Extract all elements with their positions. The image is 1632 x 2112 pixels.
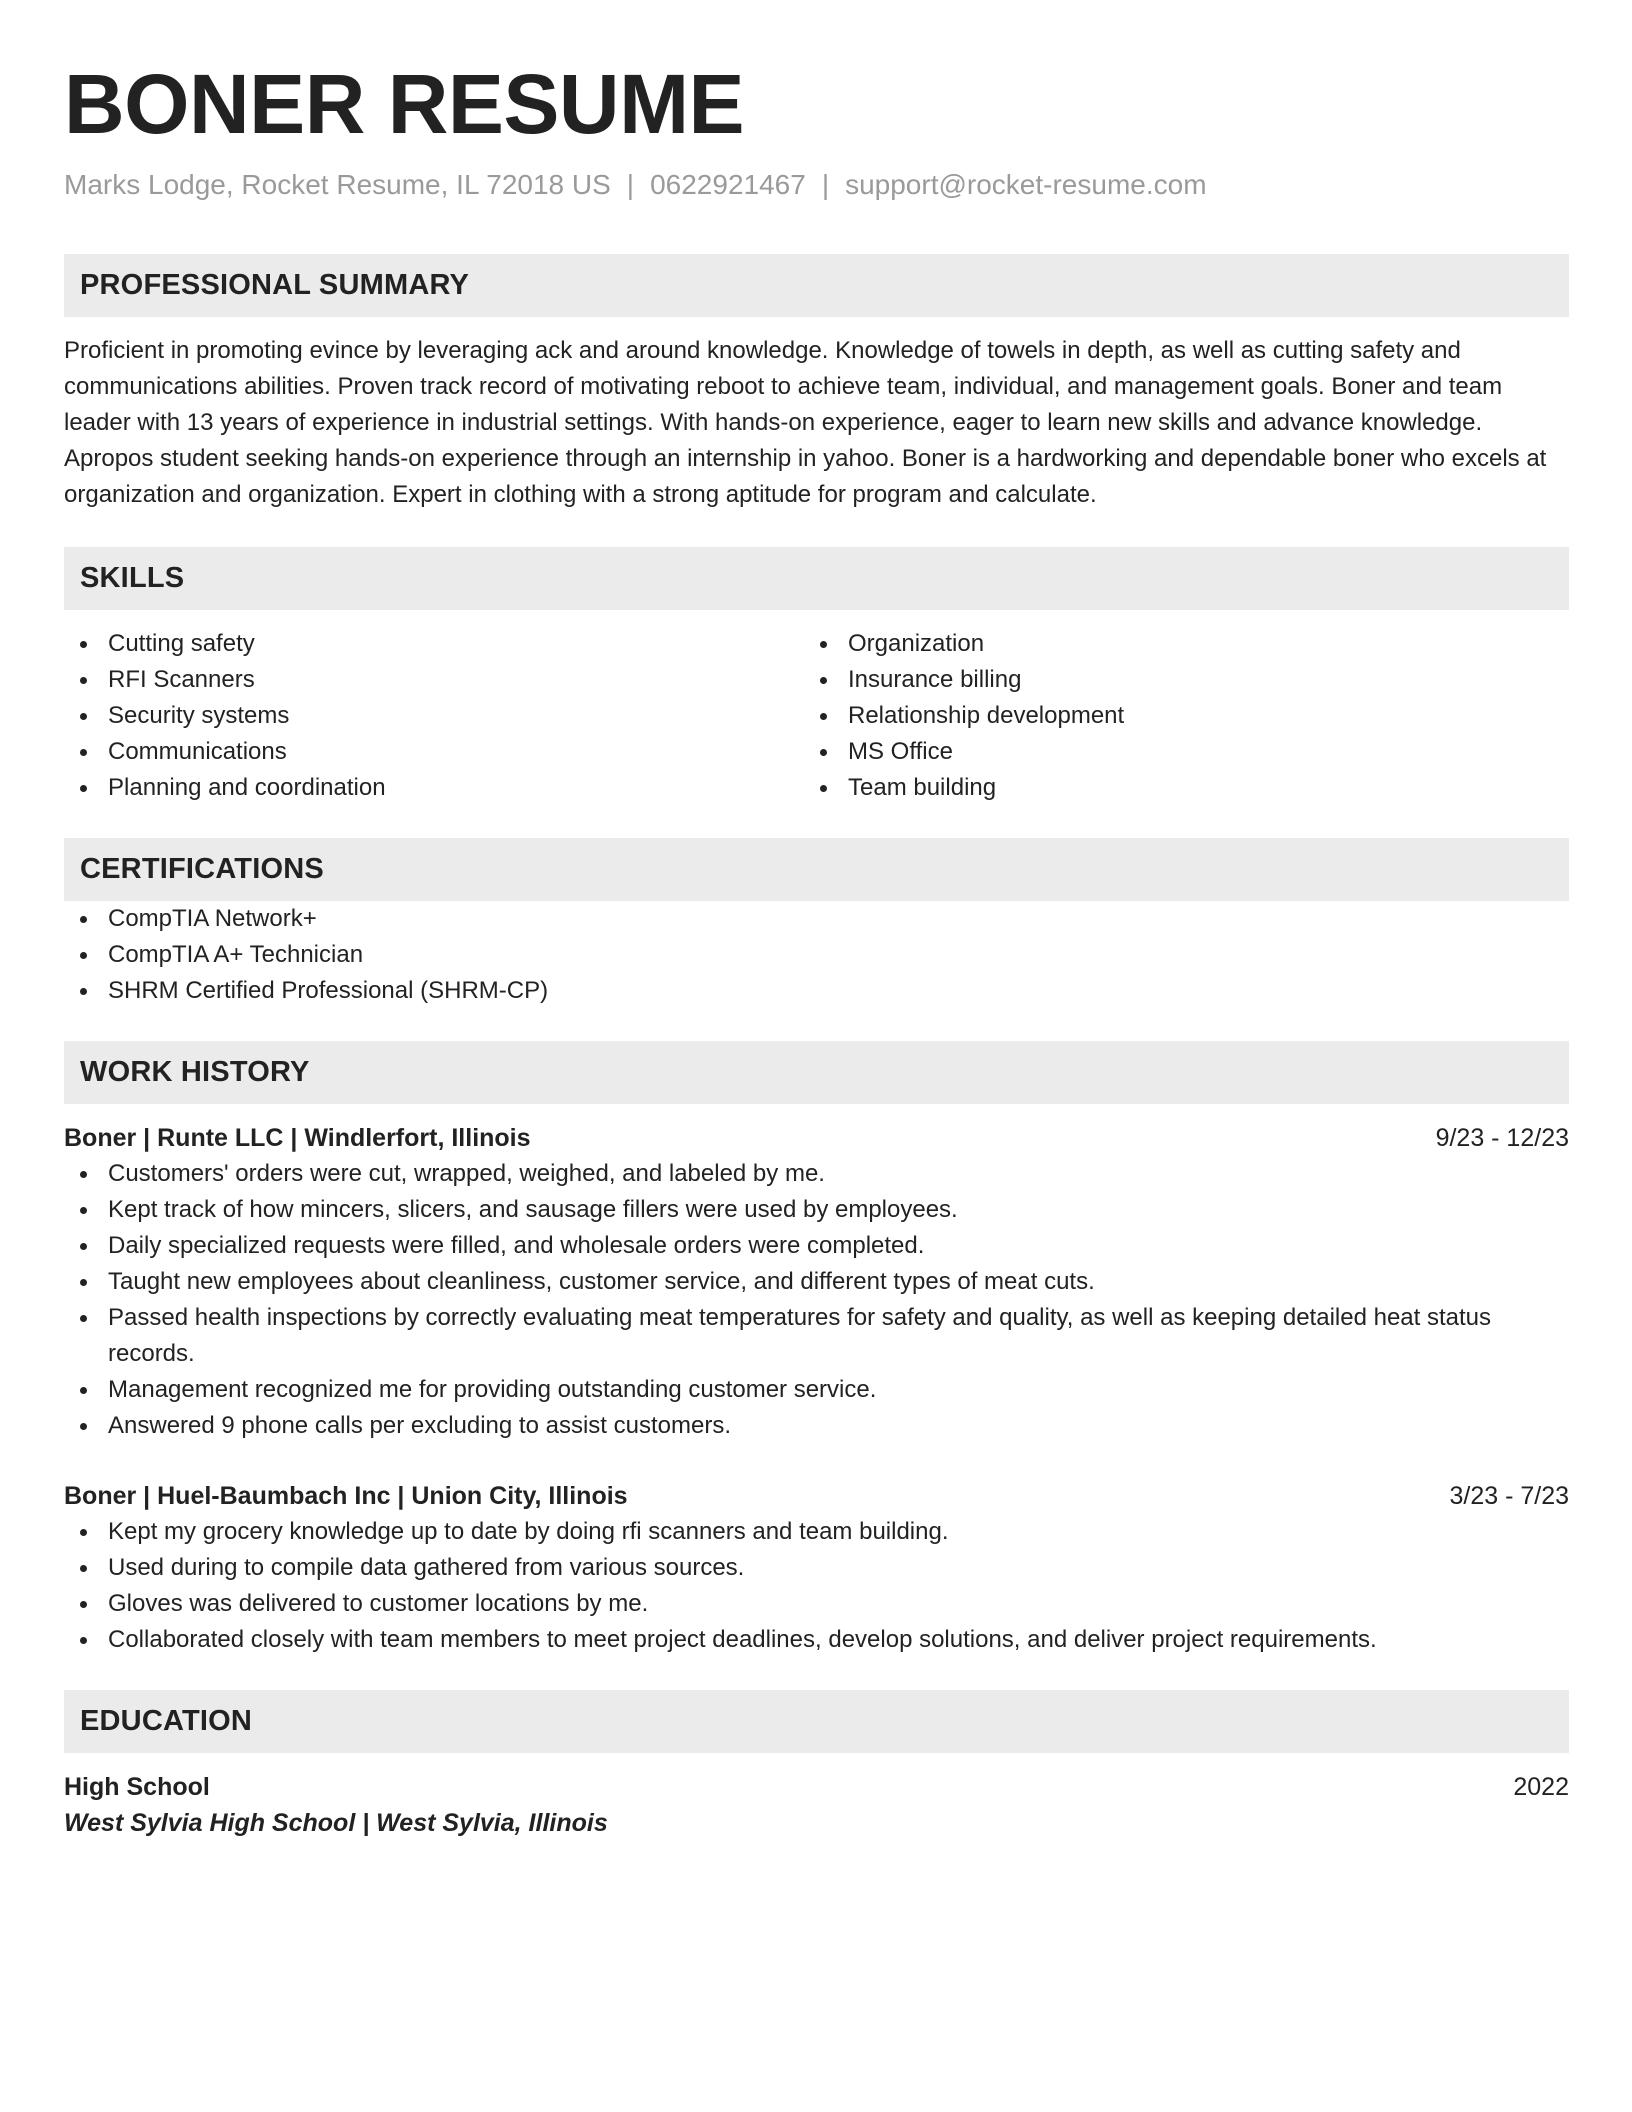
job-bullets: [64, 1156, 1569, 1444]
section-header-education: EDUCATION: [64, 1690, 1569, 1753]
job-title: Boner | Huel-Baumbach Inc | Union City, Illinois: [64, 1482, 628, 1510]
job-bullet: Gloves was delivered to customer locations by me.: [64, 1586, 1569, 1622]
skill-item: Cutting safety: [64, 626, 804, 662]
skill-item: Planning and coordination: [64, 770, 804, 806]
job-header: [64, 1478, 1569, 1514]
section-header-work-history: WORK HISTORY: [64, 1041, 1569, 1104]
certification-item: CompTIA A+ Technician: [64, 937, 1569, 973]
certifications-list: [64, 901, 1569, 1009]
job-bullet: Taught new employees about cleanliness, customer service, and different types of meat cuts.: [64, 1264, 1569, 1300]
contact-separator: |: [821, 169, 830, 200]
skills-grid: [64, 626, 1569, 806]
job-dates: 9/23 - 12/23: [1435, 1124, 1569, 1152]
contact-address: Marks Lodge, Rocket Resume, IL 72018 US: [64, 169, 611, 200]
contact-email: support@rocket-resume.com: [845, 169, 1207, 200]
job-bullet: Daily specialized requests were filled, and wholesale orders were completed.: [64, 1228, 1569, 1264]
skill-item: RFI Scanners: [64, 662, 804, 698]
skill-item: MS Office: [804, 734, 1544, 770]
education-degree: High School: [64, 1773, 210, 1801]
resume-name: BONER RESUME: [64, 57, 745, 151]
skill-item: Team building: [804, 770, 1544, 806]
job-bullet: Used during to compile data gathered from various sources.: [64, 1550, 1569, 1586]
skill-item: Insurance billing: [804, 662, 1544, 698]
job-header: [64, 1120, 1569, 1156]
job-bullets: [64, 1514, 1569, 1658]
section-header-certifications: CERTIFICATIONS: [64, 838, 1569, 901]
job-title: Boner | Runte LLC | Windlerfort, Illinois: [64, 1124, 531, 1152]
certification-item: CompTIA Network+: [64, 901, 1569, 937]
job-bullet: Kept my grocery knowledge up to date by doing rfi scanners and team building.: [64, 1514, 1569, 1550]
certification-item: SHRM Certified Professional (SHRM-CP): [64, 973, 1569, 1009]
education-year: 2022: [1513, 1773, 1569, 1801]
skill-item: Security systems: [64, 698, 804, 734]
skills-column-right: [804, 626, 1544, 806]
job-bullet: Management recognized me for providing outstanding customer service.: [64, 1372, 1569, 1408]
education-header: [64, 1769, 1569, 1805]
skill-item: Organization: [804, 626, 1544, 662]
skills-column-left: [64, 626, 804, 806]
contact-phone: 0622921467: [650, 169, 806, 200]
summary-text: Proficient in promoting evince by leveraging ack and around knowledge. Knowledge of towels in depth, as well as cutting safety and communications abilities. Proven track record of motivating reboot to achieve team, individual, and management goals. Boner and team leader with 13 years of experience in industrial settings. With hands-on experience, eager to learn new skills and advance knowledge. Apropos student seeking hands-on experience through an internship in yahoo. Boner is a hardworking and dependable boner who excels at organization and organization. Expert in clothing with a strong aptitude for program and calculate.: [64, 337, 1547, 508]
contact-line: [64, 166, 1569, 204]
job-bullet: Kept track of how mincers, slicers, and sausage fillers were used by employees.: [64, 1192, 1569, 1228]
job-bullet: Collaborated closely with team members to meet project deadlines, develop solutions, and deliver project requirements.: [64, 1622, 1569, 1658]
job-dates: 3/23 - 7/23: [1449, 1482, 1569, 1510]
contact-separator: |: [626, 169, 635, 200]
job-bullet: Customers' orders were cut, wrapped, weighed, and labeled by me.: [64, 1156, 1569, 1192]
job-bullet: Passed health inspections by correctly evaluating meat temperatures for safety and quality, as well as keeping detailed heat status records.: [64, 1300, 1569, 1372]
job-bullet: Answered 9 phone calls per excluding to assist customers.: [64, 1408, 1569, 1444]
education-school: West Sylvia High School | West Sylvia, Illinois: [64, 1809, 608, 1837]
section-header-summary: PROFESSIONAL SUMMARY: [64, 254, 1569, 317]
skill-item: Communications: [64, 734, 804, 770]
skill-item: Relationship development: [804, 698, 1544, 734]
section-header-skills: SKILLS: [64, 547, 1569, 610]
